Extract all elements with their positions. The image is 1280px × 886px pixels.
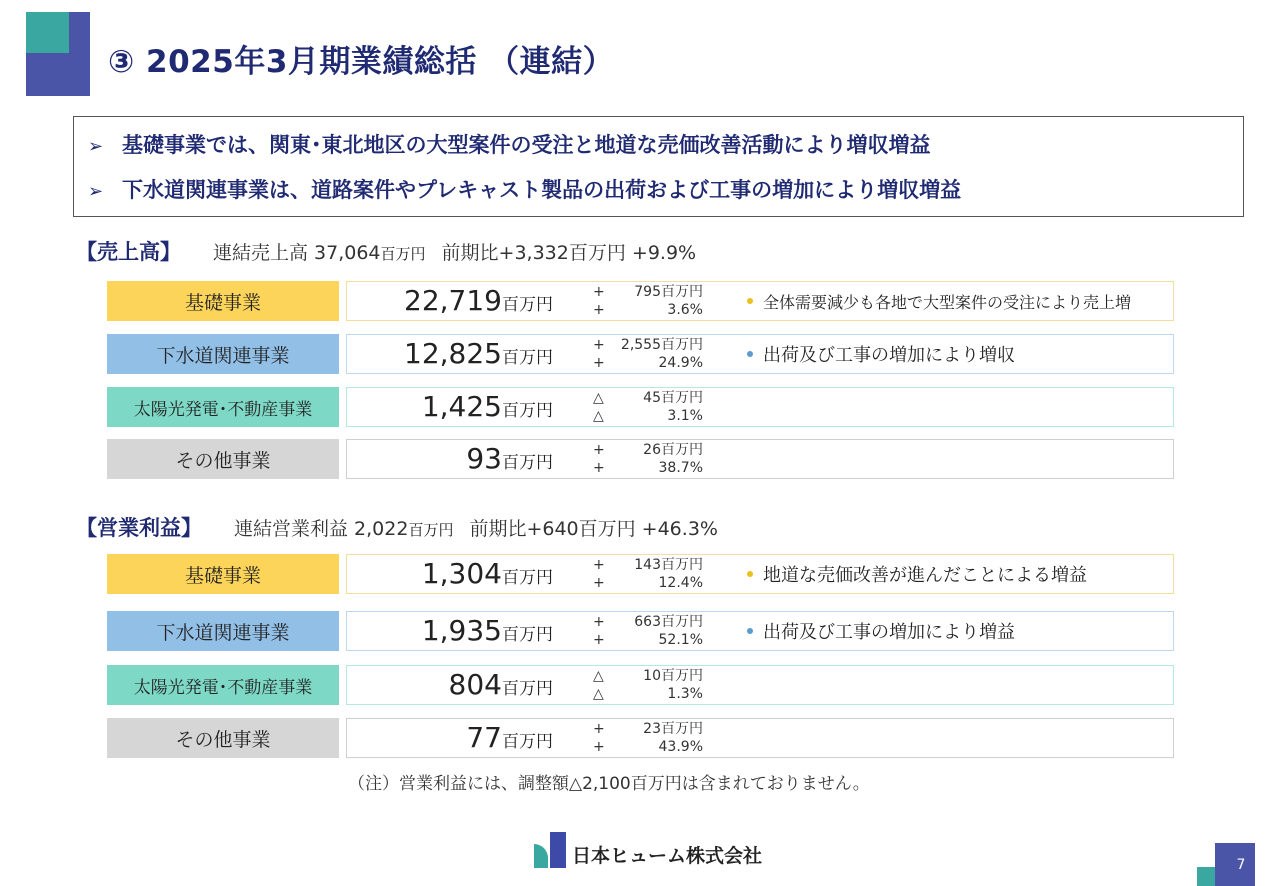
segment-note: 地道な売価改善が進んだことによる増益 [747,555,1087,593]
segment-note: 出荷及び工事の増加により増収 [747,335,1015,373]
sales-section-header [76,236,696,266]
sales-total-unit: 百万円 [380,245,426,263]
segment-value: 1,935百万円 [421,614,553,647]
sales-yoy: 前期比+3,332百万円 +9.9% [441,242,697,264]
segment-label: その他事業 [107,439,339,479]
summary-text: 基礎事業では、関東･東北地区の大型案件の受注と地道な売価改善活動により増収増益 [122,133,931,157]
logo-mark-icon [534,832,568,868]
value-box [346,281,1174,321]
profit-row-kiso [107,554,1174,594]
segment-value: 12,825百万円 [404,337,553,370]
profit-heading: 【営業利益】 [76,516,202,540]
value-box [346,387,1174,427]
value-box [346,554,1174,594]
yoy-diff: + 23百万円 + 43.9% [593,721,703,755]
yoy-diff: △ 45百万円 △ 3.1% [593,390,703,424]
sales-heading: 【売上高】 [76,240,181,264]
segment-label: その他事業 [107,718,339,758]
yoy-diff: + 26百万円 + 38.7% [593,442,703,476]
segment-label: 基礎事業 [107,281,339,321]
segment-value: 22,719百万円 [404,284,553,317]
yoy-diff: + 143百万円 + 12.4% [593,557,703,591]
bullet-dot-icon [747,298,753,304]
page-number-decoration [1197,867,1215,886]
yoy-diff: △ 10百万円 △ 1.3% [593,668,703,702]
profit-total: 連結営業利益 2,022 [234,518,409,540]
page-number: 7 [1215,843,1255,886]
value-box [346,334,1174,374]
page-title: ③ 2025年3月期業績総括 （連結） [108,44,615,80]
sales-row-taiyo [107,387,1174,427]
profit-row-taiyo [107,665,1174,705]
profit-row-other [107,718,1174,758]
sales-row-kiso [107,281,1174,321]
segment-label: 下水道関連事業 [107,611,339,651]
yoy-diff: + 795百万円 + 3.6% [593,284,703,318]
segment-label: 基礎事業 [107,554,339,594]
segment-note: 全体需要減少も各地で大型案件の受注により売上増 [747,282,1131,320]
yoy-diff: + 663百万円 + 52.1% [593,614,703,648]
sales-row-gesui [107,334,1174,374]
segment-label: 太陽光発電･不動産事業 [107,387,339,427]
segment-note: 出荷及び工事の増加により増益 [747,612,1015,650]
value-box [346,718,1174,758]
sales-row-other [107,439,1174,479]
profit-section-header [76,512,718,542]
segment-value: 1,425百万円 [421,390,553,423]
value-box [346,439,1174,479]
segment-label: 太陽光発電･不動産事業 [107,665,339,705]
profit-total-unit: 百万円 [408,521,454,539]
bullet-dot-icon [747,571,753,577]
summary-point [88,174,961,204]
value-box [346,665,1174,705]
profit-row-gesui [107,611,1174,651]
title-decoration-accent [26,12,69,53]
segment-value: 1,304百万円 [421,557,553,590]
summary-point [88,129,931,159]
value-box [346,611,1174,651]
arrow-icon: ➢ [88,181,104,202]
sales-total: 連結売上高 37,064 [213,242,381,264]
yoy-diff: + 2,555百万円 + 24.9% [593,337,703,371]
arrow-icon: ➢ [88,136,104,157]
segment-value: 77百万円 [466,721,553,754]
bullet-dot-icon [747,351,753,357]
summary-text: 下水道関連事業は、道路案件やプレキャスト製品の出荷および工事の増加により増収増益 [122,178,962,202]
footnote: （注）営業利益には、調整額△2,100百万円は含まれておりません。 [348,774,870,794]
segment-label: 下水道関連事業 [107,334,339,374]
summary-box [73,116,1244,217]
company-name: 日本ヒューム株式会社 [572,845,763,867]
segment-value: 93百万円 [466,442,553,475]
profit-yoy: 前期比+640百万円 +46.3% [469,518,718,540]
bullet-dot-icon [747,628,753,634]
segment-value: 804百万円 [448,668,553,701]
company-logo [534,832,762,868]
